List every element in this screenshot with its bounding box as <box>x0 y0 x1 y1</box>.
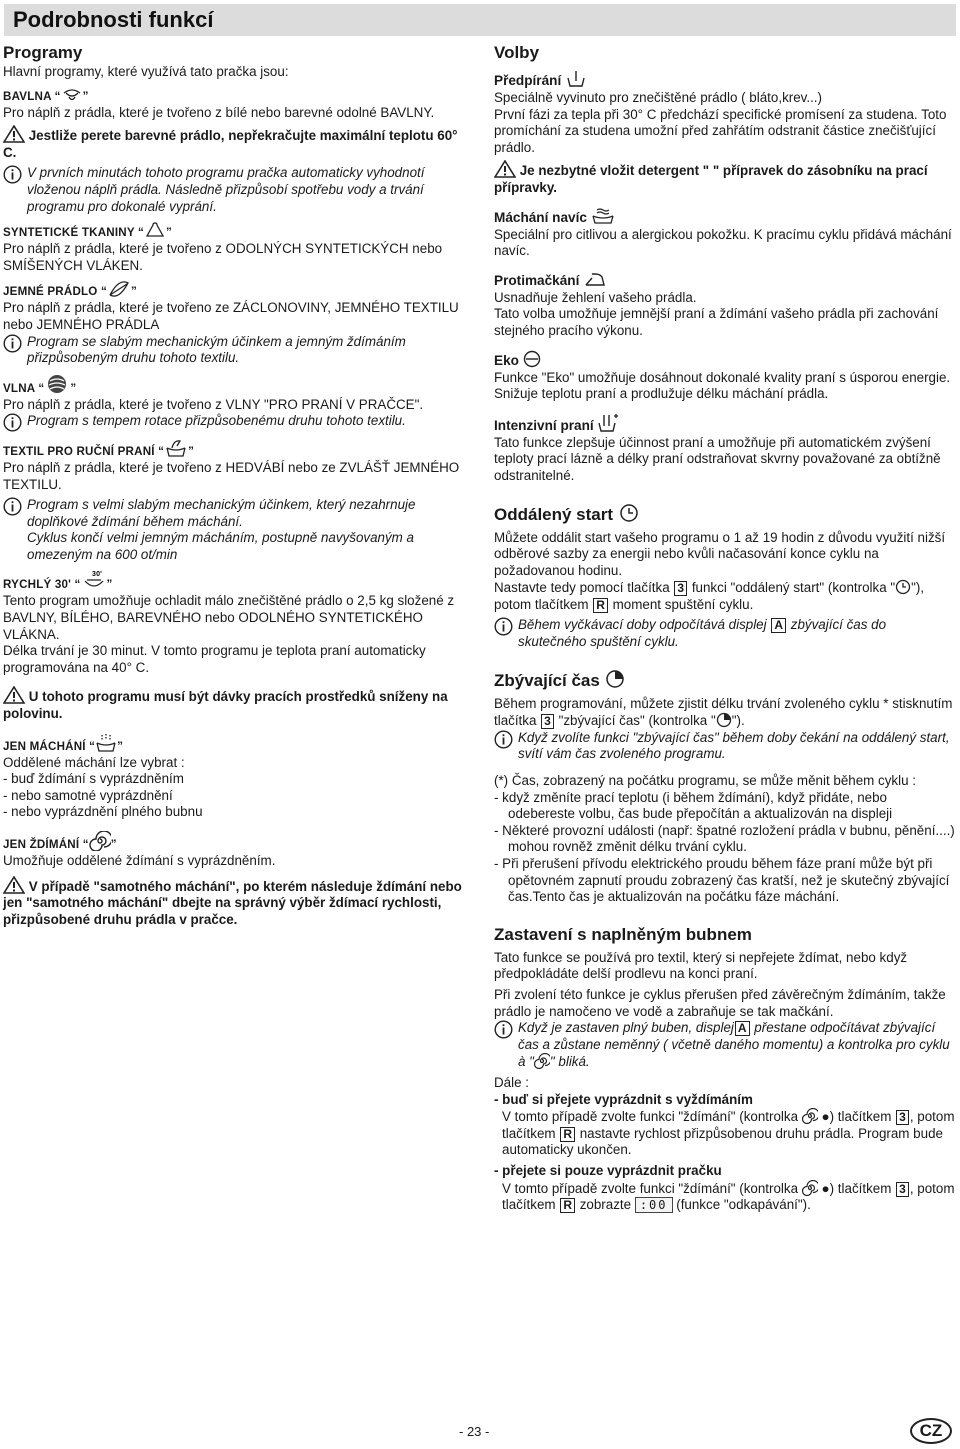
warning-icon <box>3 876 25 894</box>
program-desc: Pro náplň z prádla, které je tvořeno ze ZÁCLONOVINY, JEMNÉHO TEXTILU nebo JEMNÉHO PRÁDLA <box>3 300 459 332</box>
option-anti-crease-title: Protimačkání <box>494 270 957 290</box>
key-3: 3 <box>896 1110 909 1125</box>
options-title: Volby <box>494 43 540 62</box>
info-note: Program se slabým mechanickým účinkem a jemným ždímáním přizpůsobeným druhu tohoto textilu. <box>3 334 471 367</box>
remaining-time-title: Zbývající čas <box>494 669 957 692</box>
key-3: 3 <box>674 581 687 596</box>
remaining-time-icon <box>605 669 625 689</box>
intensive-wash-icon <box>597 413 619 433</box>
section-text: Nastavte tedy pomocí tlačítka 3 funkci "oddálený start" (kontrolka " "), potom tlačítkem R moment spuštění cyklu. <box>494 580 925 612</box>
list-item: V tomto případě zvolte funkci "ždímání" (kontrolka ●) tlačítkem 3 , potom tlačítkem R nastavte rychlost přizpůsobenou druhu prádla. Program bude automaticky ukončen. <box>502 1109 955 1158</box>
rinse-line: Oddělené máchání lze vybrat : <box>3 754 185 770</box>
list-heading: - přejete si pouze vyprázdnit pračku <box>494 1162 722 1178</box>
program-desc: Pro náplň z prádla, které je tvořeno z ODOLNÝCH SYNTETICKÝCH nebo SMÍŠENÝCH VLÁKEN. <box>3 241 443 273</box>
warning-icon <box>494 160 516 178</box>
section-text: Dále : <box>494 1074 529 1090</box>
info-icon <box>494 617 513 636</box>
spin-icon <box>534 1053 550 1069</box>
list-item: - Při přerušení přívodu elektrického proudu během fáze praní může být při opětovném zapnutí proudu zobrazený čas kratší, než je skutečný zbývající čas.Tento čas je aktualizován na počátku fáze máchání. <box>494 856 950 905</box>
info-note: Program s velmi slabým mechanickým účinkem, který nezahrnuje doplňkové ždímání během máchání. <box>3 497 471 530</box>
program-desc: Pro náplň z prádla, které je tvořeno z bílé nebo barevné odolné BAVLNY. <box>3 104 435 120</box>
rinse-line: - buď ždímání s vyprázdněním <box>3 771 184 787</box>
display-a: A <box>735 1021 750 1036</box>
info-icon <box>494 1020 513 1039</box>
program-desc: Délka trvání je 30 minut. V tomto programu je teplota praní automaticky programována na 40° C. <box>3 643 426 675</box>
info-note: Program s tempem rotace přizpůsobenému druhu tohoto textilu. <box>3 413 471 430</box>
section-text: (*) Čas, zobrazený na počátku programu, se může měnit během cyklu : <box>494 773 916 789</box>
delayed-start-title: Oddálený start <box>494 503 957 526</box>
info-icon <box>3 334 22 353</box>
option-prewash-title: Předpírání <box>494 70 957 90</box>
info-note: Během vyčkávací doby odpočítává displej A zbývající čas do skutečného spuštění cyklu. <box>494 617 957 650</box>
program-desc: Tento program umožňuje ochladit málo znečištěné prádlo o 2,5 kg složené z BAVLNY, BÍLÉHO, BAREVNÉHO nebo ODOLNÉHO SYNTETICKÉHO VLÁKNA. <box>3 593 455 642</box>
info-note: Když je zastaven plný buben, displej A přestane odpočítávat zbývající čas a zůstane neměnný ( včetně daného momentu) a kontrolka pro cyklu à " " bliká. <box>494 1020 957 1071</box>
info-note-cont: Cyklus končí velmi jemným mácháním, postupně navyšovaným a omezeným na 600 ot/min <box>27 530 414 562</box>
rinse-line: - nebo samotné vyprázdnění <box>3 787 173 803</box>
remaining-time-icon <box>716 712 732 728</box>
full-drum-stop-title: Zastavení s naplněným bubnem <box>494 924 752 944</box>
synthetic-icon <box>144 221 166 239</box>
info-icon <box>494 730 513 749</box>
program-rucni: TEXTIL PRO RUČNÍ PRANÍ “ ” <box>3 438 471 460</box>
program-desc: Pro náplň z prádla, které je tvořeno z VLNY "PRO PRANÍ V PRAČCE". <box>3 396 424 412</box>
program-bavlna: BAVLNA “ ” <box>3 85 471 105</box>
warning-text: V případě "samotného máchání", po kterém následuje ždímání nebo jen "samotného máchání" dbejte na správný výběr ždímací rychlosti, přizpůsobené druhu prádla v pračce. <box>3 876 471 929</box>
list-heading: - buď si přejete vyprázdnit s vyždímáním <box>494 1091 753 1107</box>
key-r: R <box>560 1127 575 1142</box>
right-column <box>494 42 957 1214</box>
info-note: Když zvolíte funkci "zbývající čas" během doby čekání na oddálený start, svítí vám čas zvoleného programu. <box>494 730 957 763</box>
option-desc: Funkce "Eko" umožňuje dosáhnout dokonalé kvality praní s úsporou energie. Snižuje teplotu praní a prodlužuje délku máchání prádla. <box>494 369 951 402</box>
warning-icon <box>3 125 25 143</box>
key-3: 3 <box>541 714 554 729</box>
key-r: R <box>560 1198 575 1213</box>
programs-title: Programy <box>3 43 83 62</box>
delicate-icon <box>107 280 131 298</box>
section-text: Během programování, můžete zjistit délku trvání zvoleného cyklu * stisknutím tlačítka 3 "zbývající čas" (kontrolka " "). <box>494 695 953 729</box>
spin-icon <box>89 831 111 851</box>
rinse-line: - nebo vyprázdnění plného bubnu <box>3 804 203 820</box>
option-desc: Usnadňuje žehlení vašeho prádla. <box>494 289 697 305</box>
hand-wash-icon <box>164 438 188 458</box>
rinse-icon <box>95 733 117 753</box>
extra-rinse-icon <box>591 207 615 225</box>
option-desc: První fázi za tepla při 30° C předchází specifické promísení za studena. Toto promíchání za studena umožní před zahřátím odstranit částice znečišťující prádlo. <box>494 106 947 155</box>
iron-icon <box>583 270 607 288</box>
prewash-icon <box>565 70 587 88</box>
program-synteticke: SYNTETICKÉ TKANINY “ ” <box>3 221 471 241</box>
program-desc: Pro náplň z prádla, které je tvořeno z HEDVÁBÍ nebo ze ZVLÁŠŤ JEMNÉHO TEXTILU. <box>3 459 460 492</box>
option-desc: Tato funkce zlepšuje účinnost praní a umožňuje při automatickém zvýšení teploty prací lázně a délky praní odstraňovat skvrny považované za obtížně odstranitelné. <box>494 434 941 483</box>
program-vlna: VLNA “ ” <box>3 373 471 397</box>
warning-icon <box>3 686 25 704</box>
led-dot: ● <box>821 1180 830 1196</box>
info-note: V prvních minutách tohoto programu pračka automaticky vyhodnotí vloženou náplň prádla. Následně přizpůsobí spotřebu vody a trvání programu pro dokonalé vyprání. <box>3 165 471 215</box>
option-desc: Tato volba umožňuje jemnější praní a ždímání vašeho prádla při zachování stejného pracího výkonu. <box>494 306 939 338</box>
language-badge: CZ <box>910 1418 952 1444</box>
option-desc: Speciální pro citlivou a alergickou pokožku. K pracímu cyklu přidává máchání navíc. <box>494 226 952 259</box>
option-extra-rinse-title: Máchání navíc <box>494 207 957 227</box>
cotton-icon <box>61 85 83 103</box>
eco-icon <box>523 350 541 368</box>
section-text: Při zvolení této funkce je cyklus přerušen před závěrečným ždímáním, takže prádlo je namočeno ve vodě a zabraňuje se tak mačkání. <box>494 986 946 1019</box>
wool-icon <box>44 373 70 395</box>
program-rychly: RYCHLÝ 30' “ 30' ” <box>3 571 113 592</box>
clock-icon <box>895 579 911 595</box>
list-item: V tomto případě zvolte funkci "ždímání" (kontrolka ●) tlačítkem 3 , potom tlačítkem R zobrazte :00 (funkce "odkapávání"). <box>502 1180 955 1213</box>
section-text: Můžete oddálit start vašeho programu o 1 až 19 hodin z důvodu využití nižší odběrové sazby za energii nebo kvůli načasování konce cyklu na požadovanou hodinu. <box>494 529 946 578</box>
spin-icon <box>802 1108 818 1124</box>
program-zdimani: JEN ŽDÍMÁNÍ “ ” <box>3 831 471 853</box>
clock-icon <box>618 503 640 523</box>
warning-text: U tohoto programu musí být dávky pracích prostředků sníženy na polovinu. <box>3 686 471 722</box>
key-r: R <box>593 598 608 613</box>
svg-text:30': 30' <box>91 571 102 579</box>
program-desc: Umožňuje oddělené ždímání s vyprázdněním. <box>3 853 276 868</box>
option-eco-title: Eko <box>494 350 957 370</box>
program-machani: JEN MÁCHÁNÍ “ ” <box>3 733 471 755</box>
display-readout: :00 <box>635 1197 673 1213</box>
page-number: - 23 - <box>459 1424 490 1439</box>
header-bar <box>4 4 956 36</box>
program-jemne: JEMNÉ PRÁDLO “ ” <box>3 280 471 300</box>
quick-30-icon <box>81 569 107 591</box>
option-intensive-title: Intenzivní praní <box>494 413 957 435</box>
left-column <box>3 42 471 928</box>
option-desc: Speciálně vyvinuto pro znečištěné prádlo ( bláto,krev...) <box>494 90 822 105</box>
led-dot: ● <box>821 1109 830 1125</box>
page-title: Podrobnosti funkcí <box>13 7 214 32</box>
list-item: - když změníte prací teplotu (i během ždímání), když přidáte, nebo odebereste volbu, čas bude přepočítán a aktualizován na displeji <box>494 789 893 822</box>
program-name: BAVLNA <box>3 89 52 103</box>
warning-text: Je nezbytné vložit detergent " " přípravek do zásobníku na prací přípravky. <box>494 160 957 196</box>
section-text: Tato funkce se používá pro textil, který si nepřejete ždímat, nebo když předpokládáte delší prodlevu na konci praní. <box>494 949 908 982</box>
info-icon <box>3 497 22 516</box>
programs-intro: Hlavní programy, které využívá tato pračka jsou: <box>3 64 289 79</box>
spin-icon <box>802 1180 818 1196</box>
info-icon <box>3 165 22 184</box>
key-3: 3 <box>896 1182 909 1197</box>
info-icon <box>3 413 22 432</box>
list-item: - Některé provozní události (např: špatné rozložení prádla v bubnu, pěnění....) mohou rovněž změnit délku trvání cyklu. <box>494 822 955 855</box>
display-a: A <box>771 618 786 633</box>
warning-text: Jestliže perete barevné prádlo, nepřekračujte maximální teplotu 60° C. <box>3 125 471 161</box>
